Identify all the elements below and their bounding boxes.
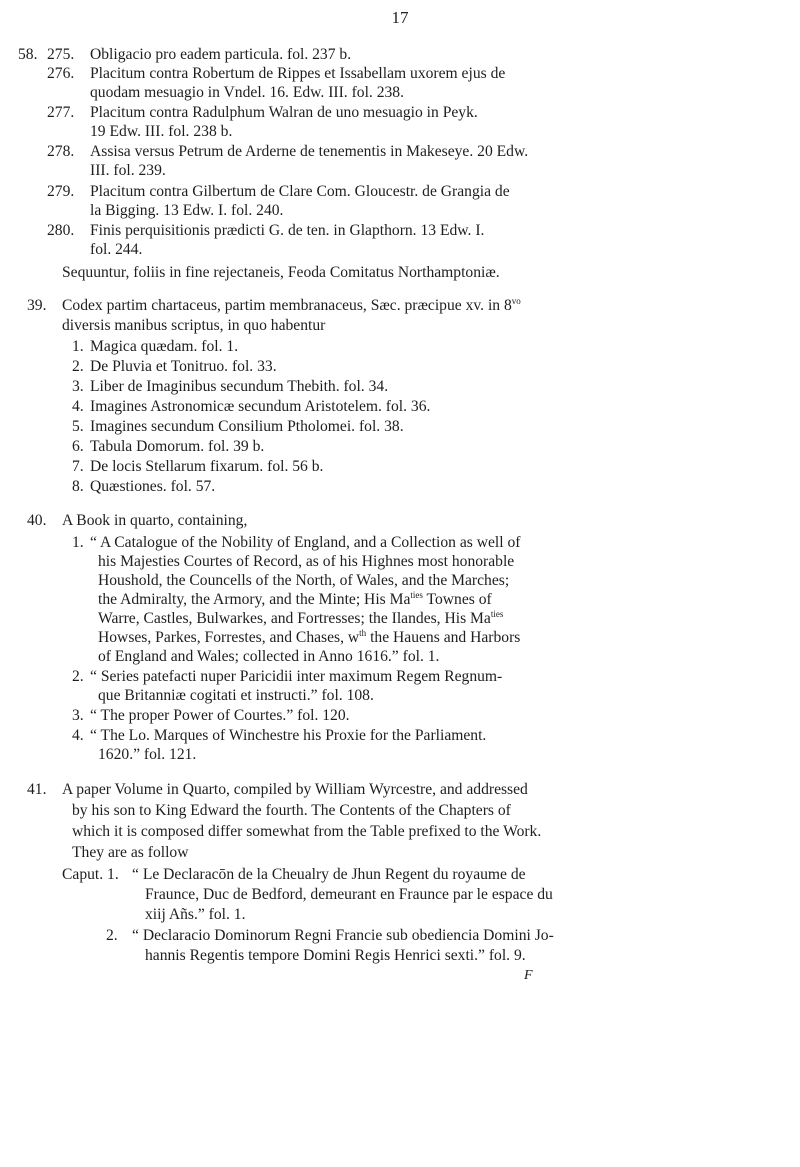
- subitem-text: Liber de Imaginibus secundum Thebith. fol. 34.: [90, 378, 389, 395]
- subitem-number: 2.: [72, 358, 84, 375]
- item-number: 41.: [27, 781, 47, 798]
- subitem-text: his Majesties Courtes of Record, as of his Highnes most honorable: [98, 553, 515, 570]
- subitem-number: 8.: [72, 478, 84, 495]
- entry-text: Finis perquisitionis prædicti G. de ten. in Glapthorn. 13 Edw. I.: [90, 222, 485, 239]
- entry-text: III. fol. 239.: [90, 162, 166, 179]
- entry-text: la Bigging. 13 Edw. I. fol. 240.: [90, 202, 284, 219]
- entry-number: 280.: [47, 222, 75, 239]
- subitem-number: 5.: [72, 418, 84, 435]
- subitem-text: Howses, Parkes, Forrestes, and Chases, $w^{th}$ the Hauens and Harbors: [98, 628, 521, 646]
- item-number: 40.: [27, 512, 47, 529]
- subitem-text: of England and Wales; collected in Anno 1616.” fol. 1.: [98, 648, 440, 665]
- subitem-text: De Pluvia et Tonitruo. fol. 33.: [90, 358, 277, 375]
- entry-text: quodam mesuagio in Vndel. 16. Edw. III. fol. 238.: [90, 84, 404, 101]
- caput-label: Caput. 1.: [62, 866, 119, 883]
- entry-text: Obligacio pro eadem particula. fol. 237 b.: [90, 46, 352, 63]
- subitem-text: “ Series patefacti nuper Paricidii inter maximum Regem Regnum-: [90, 668, 503, 685]
- subitem-text: Warre, Castles, Bulwarkes, and Fortresses; the Ilandes, His $Ma^{ties}$: [98, 609, 504, 627]
- subitem-number: 2.: [72, 668, 84, 685]
- subitem-number: 1.: [72, 338, 84, 355]
- caput-label: 2.: [106, 927, 118, 944]
- subitem-text: “ A Catalogue of the Nobility of England, and a Collection as well of: [90, 534, 521, 551]
- item-description: A paper Volume in Quarto, compiled by William Wyrcestre, and addressed: [62, 781, 528, 798]
- subitem-number: 6.: [72, 438, 84, 455]
- subitem-text: Magica quædam. fol. 1.: [90, 338, 239, 355]
- subitem-number: 7.: [72, 458, 84, 475]
- item-description: which it is composed differ somewhat from the Table prefixed to the Work.: [72, 823, 542, 840]
- section-marker: 58.: [18, 46, 38, 63]
- item-number: 39.: [27, 297, 47, 314]
- entry-number: 277.: [47, 104, 75, 121]
- caput-text: hannis Regentis tempore Domini Regis Henrici sexti.” fol. 9.: [145, 947, 526, 964]
- subitem-text: “ The proper Power of Courtes.” fol. 120.: [90, 707, 350, 724]
- subitem-text: Imagines secundum Consilium Ptholomei. fol. 38.: [90, 418, 404, 435]
- entry-text: Assisa versus Petrum de Arderne de tenementis in Makeseye. 20 Edw.: [90, 143, 529, 160]
- entry-text: fol. 244.: [90, 241, 143, 258]
- caput-text: Fraunce, Duc de Bedford, demeurant en Fraunce par le espace du: [145, 886, 553, 903]
- caput-text: “ Declaracio Dominorum Regni Francie sub obediencia Domini Jo-: [132, 927, 554, 944]
- subitem-text: the Admiralty, the Armory, and the Minte; His $Ma^{ties}$ Townes of: [98, 590, 492, 608]
- entry-number: 279.: [47, 183, 75, 200]
- subitem-text: Imagines Astronomicæ secundum Aristotelem. fol. 36.: [90, 398, 431, 415]
- item-description: Codex partim chartaceus, partim membranaceus, Sæc. præcipue xv. in $8^{vo}$: [62, 296, 521, 314]
- subitem-text: De locis Stellarum fixarum. fol. 56 b.: [90, 458, 324, 475]
- entry-number: 276.: [47, 65, 75, 82]
- signature-mark: F: [524, 968, 533, 983]
- subitem-text: que Britanniæ cogitati et instructi.” fol. 108.: [98, 687, 374, 704]
- entry-text: Placitum contra Gilbertum de Clare Com. Gloucestr. de Grangia de: [90, 183, 510, 200]
- entry-text: Placitum contra Robertum de Rippes et Issabellam uxorem ejus de: [90, 65, 506, 82]
- item-description: A Book in quarto, containing,: [62, 512, 248, 529]
- entry-number: 275.: [47, 46, 75, 63]
- entry-text: 19 Edw. III. fol. 238 b.: [90, 123, 233, 140]
- subitem-number: 3.: [72, 707, 84, 724]
- subitem-number: 3.: [72, 378, 84, 395]
- subitem-text: “ The Lo. Marques of Winchestre his Proxie for the Parliament.: [90, 727, 487, 744]
- subitem-number: 4.: [72, 727, 84, 744]
- caput-text: “ Le Declaracōn de la Cheualry de Jhun Regent du royaume de: [132, 866, 526, 883]
- subitem-number: 4.: [72, 398, 84, 415]
- item-description: by his son to King Edward the fourth. The Contents of the Chapters of: [72, 802, 511, 819]
- subitem-text: Tabula Domorum. fol. 39 b.: [90, 438, 265, 455]
- subitem-text: Houshold, the Councells of the North, of Wales, and the Marches;: [98, 572, 510, 589]
- subitem-text: 1620.” fol. 121.: [98, 746, 197, 763]
- entry-text: Placitum contra Radulphum Walran de uno mesuagio in Peyk.: [90, 104, 478, 121]
- page-number: 17: [391, 8, 409, 27]
- item-description: They are as follow: [72, 844, 189, 861]
- caput-text: xiij Añs.” fol. 1.: [145, 906, 246, 923]
- item-description: diversis manibus scriptus, in quo habentur: [62, 317, 326, 334]
- sequuntur-note: Sequuntur, foliis in fine rejectaneis, Feoda Comitatus Northamptoniæ.: [62, 264, 500, 281]
- subitem-text: Quæstiones. fol. 57.: [90, 478, 216, 495]
- subitem-number: 1.: [72, 534, 84, 551]
- entry-number: 278.: [47, 143, 75, 160]
